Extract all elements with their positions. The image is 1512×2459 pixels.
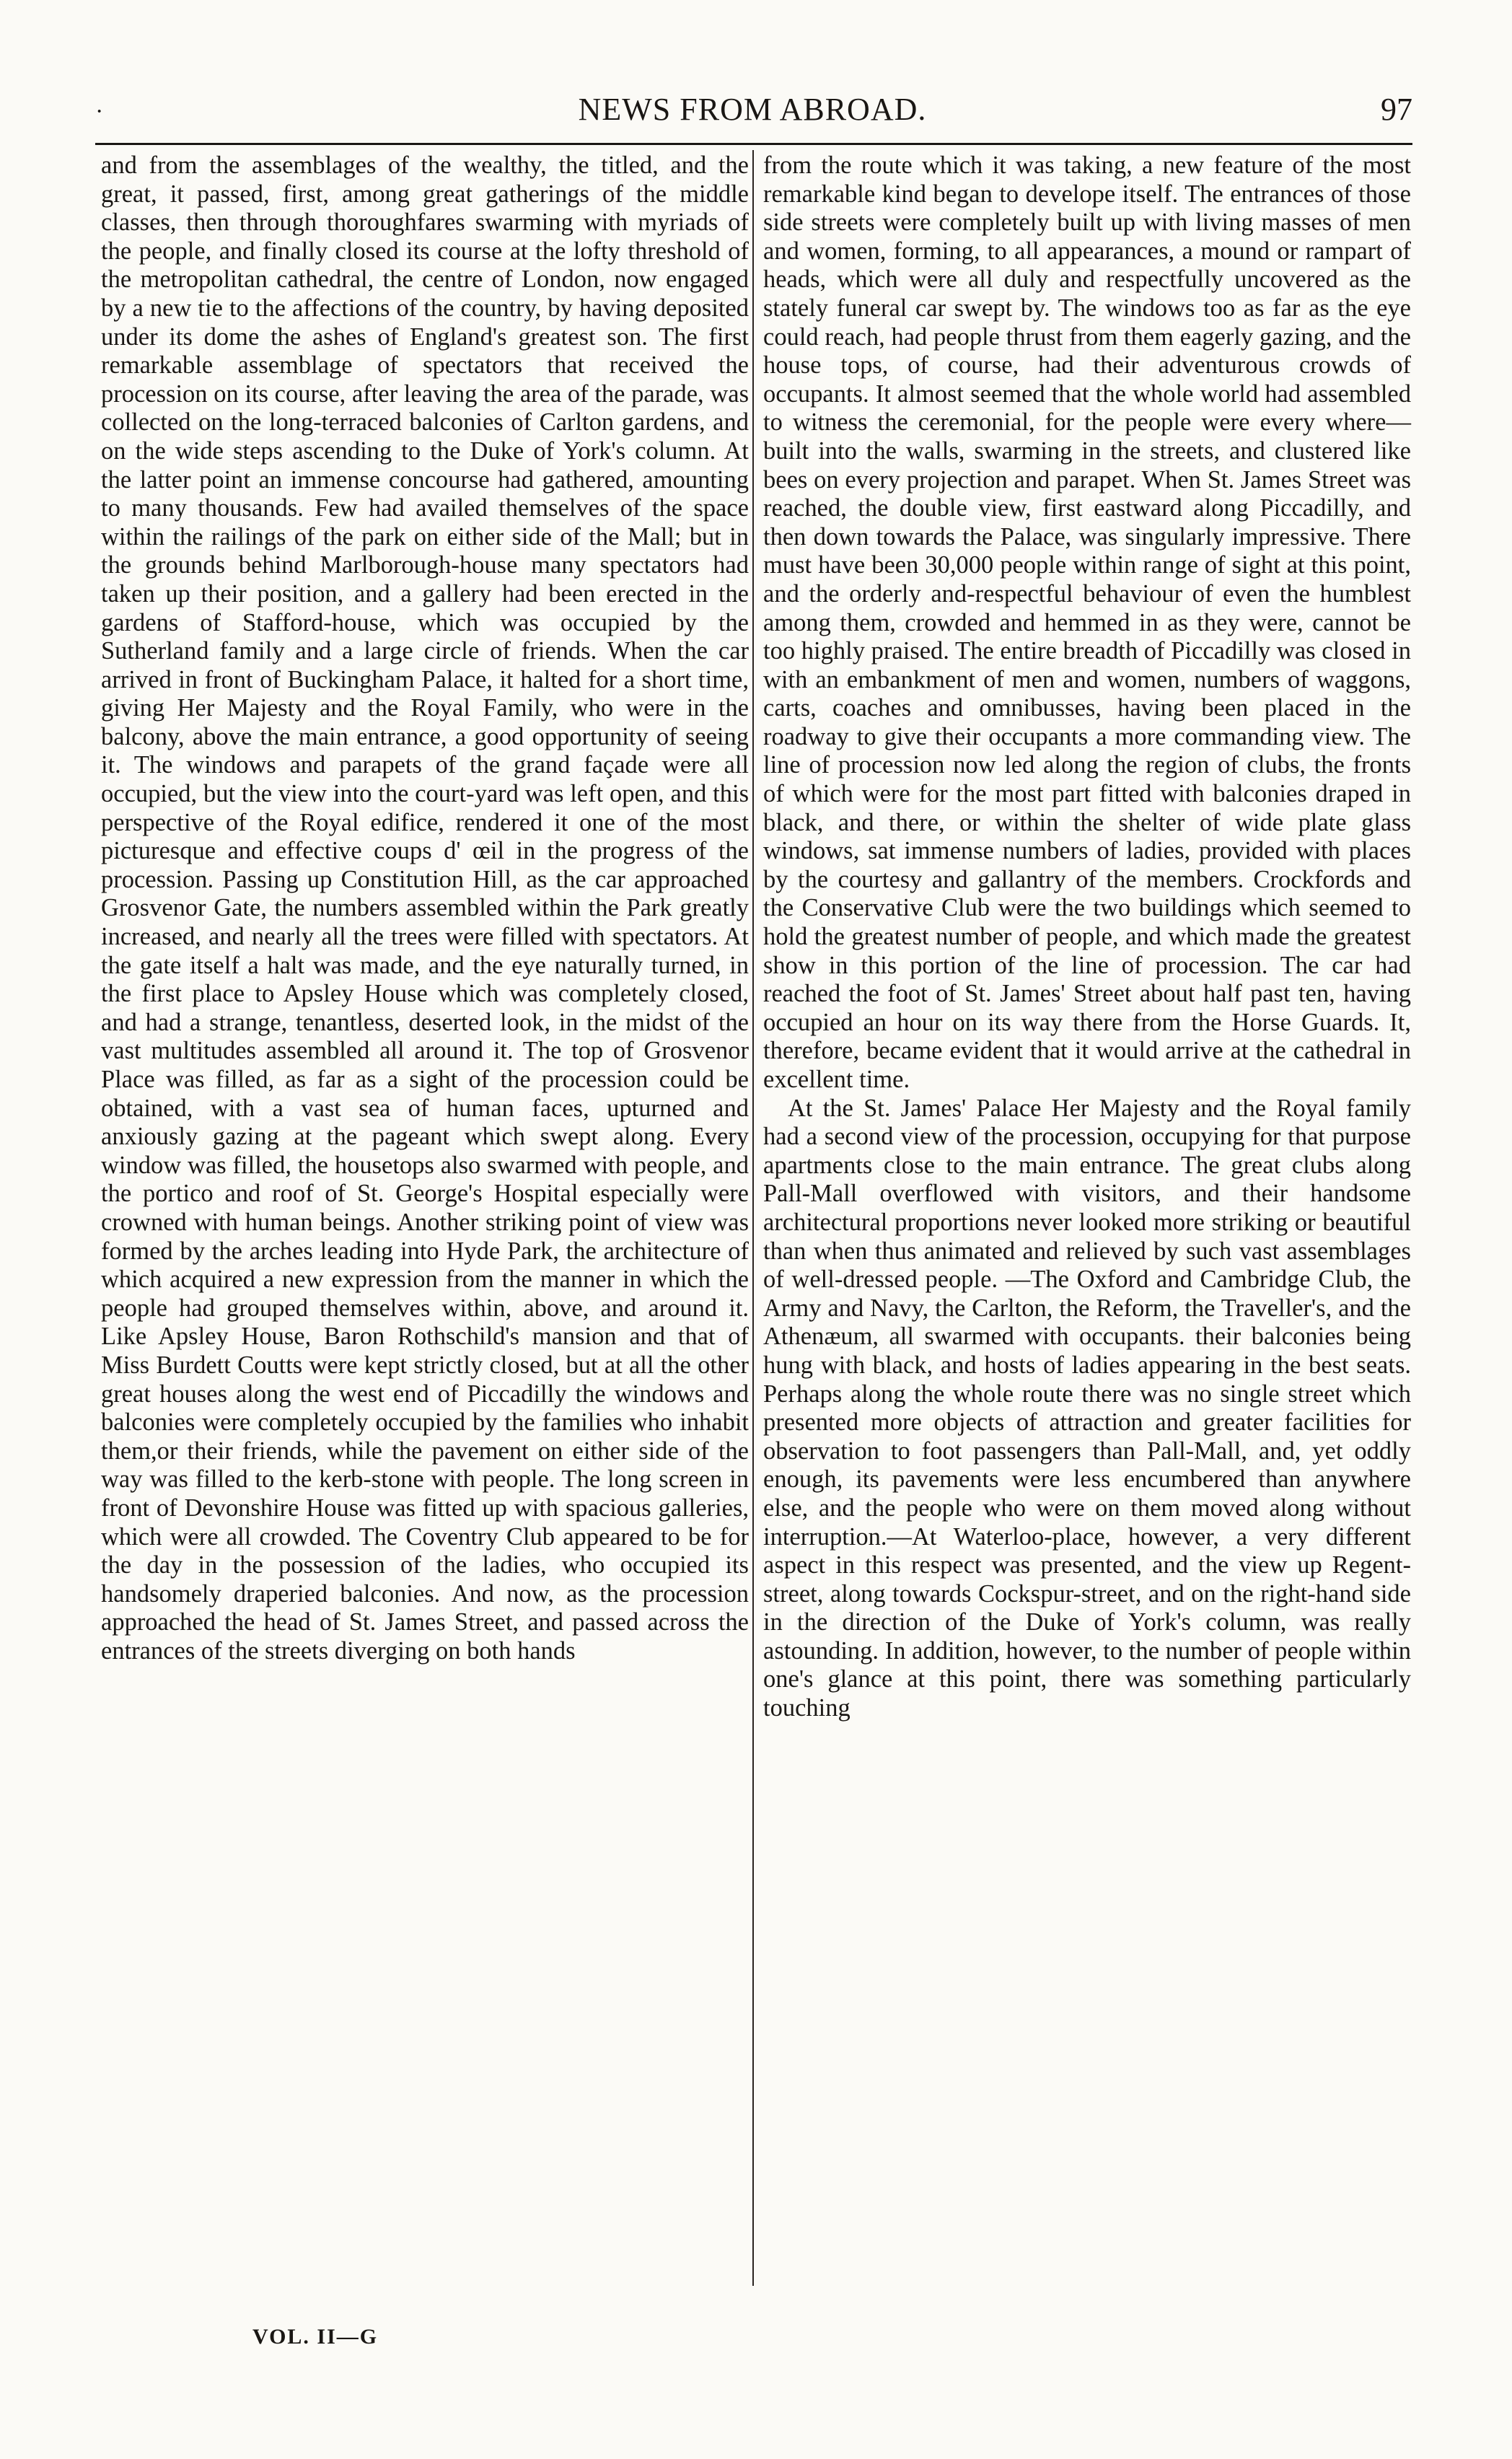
column-divider	[752, 150, 754, 2286]
signature-mark: VOL. II—G	[252, 2325, 379, 2349]
left-paragraph-1: and from the assemblages of the wealthy, the titled, and the great, it passed, first, among great gatherings of the middle classes, then through thoroughfares swarming with myriads of the people, and finally closed its course at the lofty threshold of the metropolitan cathedral, the centre of London, now engaged by a new tie to the affections of the country, by having deposited under its dome the ashes of England's greatest son. The first remarkable assemblage of spectators that received the procession on its course, after leaving the area of the parade, was collected on the long-terraced balconies of Carlton gardens, and on the wide steps ascending to the Duke of York's column. At the latter point an immense concourse had gathered, amounting to many thousands. Few had availed themselves of the space within the railings of the park on either side of the Mall; but in the grounds behind Marlborough-house many spectators had taken up their position, and a gallery had been erected in the gardens of Stafford-house, which was occupied by the Sutherland family and a large circle of friends. When the car arrived in front of Buckingham Palace, it halted for a short time, giving Her Majesty and the Royal Family, who were in the balcony, above the main entrance, a good opportunity of seeing it. The windows and parapets of the grand façade were all occupied, but the view into the court-yard was left open, and this perspective of the Royal edifice, rendered it one of the most picturesque and effective coups d' œil in the progress of the procession. Passing up Constitution Hill, as the car approached Grosvenor Gate, the numbers assembled within the Park greatly increased, and nearly all the trees were filled with spectators. At the gate itself a halt was made, and the eye naturally turned, in the first place to Apsley House which was completely closed, and had a strange, tenantless, deserted look, in the midst of the vast multitudes assembled all around it. The top of Grosvenor Place was filled, as far as a sight of the procession could be obtained, with a vast sea of human faces, upturned and anxiously gazing at the pageant which swept along. Every window was filled, the housetops also swarmed with people, and the portico and roof of St. George's Hospital especially were crowned with human beings. Another striking point of view was formed by the arches leading into Hyde Park, the architecture of which acquired a new expression from the manner in which the people had grouped themselves within, above, and around it. Like Apsley House, Baron Rothschild's mansion and that of Miss Burdett Coutts were kept strictly closed, but at all the other great houses along the west end of Piccadilly the windows and balconies were completely occupied by the families who inhabit them,or their friends, while the pavement on either side of the way was filled to the kerb-stone with people. The long screen in front of Devonshire House was fitted up with spacious galleries, which were all crowded. The Coventry Club appeared to be for the day in the possession of the ladies, who occupied its handsomely draperied balconies. And now, as the procession approached the head of St. James Street, and passed across the entrances of the streets diverging on both hands	[101, 152, 749, 1665]
header-dot: ·	[95, 98, 104, 125]
right-column	[763, 152, 1411, 1723]
running-title: NEWS FROM ABROAD.	[578, 92, 927, 127]
right-paragraph-2: At the St. James' Palace Her Majesty and the Royal family had a second view of the procession, occupying for that purpose apartments close to the main entrance. The great clubs along Pall-Mall overflowed with visitors, and their handsome architectural proportions never looked more striking or beautiful than when thus animated and relieved by such vast assemblages of well-dressed people. —The Oxford and Cambridge Club, the Army and Navy, the Carlton, the Reform, the Traveller's, and the Athenæum, all swarmed with occupants. their balconies being hung with black, and hosts of ladies appearing in the best seats. Perhaps along the whole route there was no single street which presented more objects of attraction and greater facilities for observation to foot passengers than Pall-Mall, and, yet oddly enough, its pavements were less encumbered than anywhere else, and the people who were on them moved along without interruption.—At Waterloo-place, however, a very different aspect in this respect was presented, and the view up Regent-street, along towards Cockspur-street, and on the right-hand side in the direction of the Duke of York's column, was really astounding. In addition, however, to the number of people within one's glance at this point, there was something particularly touching	[763, 1094, 1411, 1722]
page-header	[92, 85, 1412, 136]
right-paragraph-1: from the route which it was taking, a new feature of the most remarkable kind began to develope itself. The entrances of those side streets were completely built up with living masses of men and women, forming, to all appearances, a mound or rampart of heads, which were all duly and respectfully uncovered as the stately funeral car swept by. The windows too as far as the eye could reach, had people thrust from them eagerly gazing, and the house tops, of course, had their adventurous crowds of occupants. It almost seemed that the whole world had assembled to witness the ceremonial, for the people were every where—built into the walls, swarming in the streets, and clustered like bees on every projection and parapet. When St. James Street was reached, the double view, first eastward along Piccadilly, and then down towards the Palace, was singularly impressive. There must have been 30,000 people within range of sight at this point, and the orderly and-respectful behaviour of even the humblest among them, crowded and hemmed in as they were, cannot be too highly praised. The entire breadth of Piccadilly was closed in with an embankment of men and women, numbers of waggons, carts, coaches and omnibusses, having been placed in the roadway to give their occupants a more commanding view. The line of procession now led along the region of clubs, the fronts of which were for the most part fitted with balconies draped in black, and there, or within the shelter of wide plate glass windows, sat immense numbers of ladies, provided with places by the courtesy and gallantry of the members. Crockfords and the Conservative Club were the two buildings which seemed to hold the greatest number of people, and which made the greatest show in this portion of the line of procession. The car had reached the foot of St. James' Street about half past ten, having occupied an hour on its way there from the Horse Guards. It, therefore, became evident that it would arrive at the cathedral in excellent time.	[763, 152, 1411, 1093]
left-column	[101, 152, 749, 1665]
page-number: 97	[1381, 92, 1412, 127]
header-rule	[95, 143, 1412, 145]
